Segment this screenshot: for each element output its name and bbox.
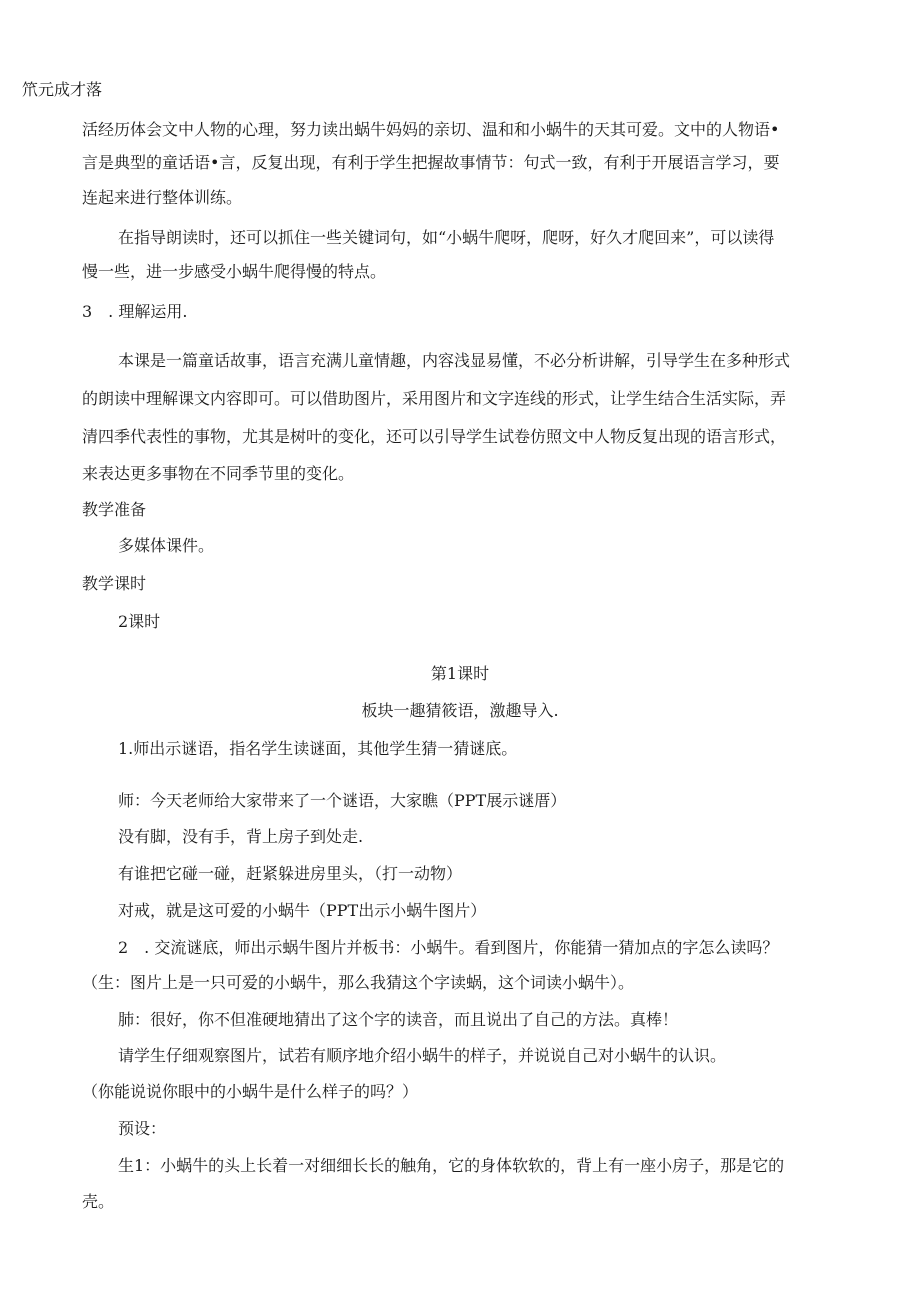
reading-paragraph-line: 连起来进行整体训练。: [82, 188, 243, 207]
step-2-line: （生：图片上是一只可爱的小蜗牛，那么我猜这个字读蜗，这个词读小蜗牛）。: [82, 973, 635, 992]
preparation-heading: 教学准备: [82, 500, 147, 519]
guiding-question: （你能说说你眼中的小蜗牛是什么样子的吗？）: [82, 1082, 419, 1101]
student-answer-line: 生1：小蜗牛的头上长着一对细细长长的触角，它的身体软软的，背上有一座小房子，那是它的: [118, 1156, 785, 1175]
section-heading-understand: 3 . 理解运用.: [82, 302, 188, 321]
reading-guidance-line: 在指导朗读时，还可以抓住一些关键词句，如“小蜗牛爬呀，爬呀，好久才爬回来”，可以读得: [118, 228, 775, 247]
teacher-praise: 肺：很好，你不但准硬地猜出了这个字的读音，而且说出了自己的方法。真棒！: [118, 1010, 679, 1029]
riddle-line: 有谁把它碰一碰，赶紧躲进房里头，（打一动物）: [118, 864, 463, 883]
understand-paragraph-line: 来表达更多事物在不同季节里的变化。: [82, 464, 355, 483]
step-1: 1.师出示谜语，指名学生读谜面，其他学生猜一猜谜底。: [118, 739, 518, 758]
teacher-dialogue: 师：今天老师给大家带来了一个谜语，大家瞧（PPT展示谜厝）: [118, 791, 567, 810]
period-heading: 教学课时: [82, 574, 147, 593]
reading-guidance-line: 慢一些，进一步感受小蜗牛爬得慢的特点。: [82, 262, 387, 281]
preparation-content: 多媒体课件。: [118, 536, 215, 555]
lesson-title: 第1课时: [430, 664, 490, 683]
page-header-title: 笊元成才落: [22, 80, 103, 99]
preset-label: 预设：: [118, 1119, 167, 1138]
riddle-answer: 对戒，就是这可爱的小蜗牛（PPT出示小蜗牛图片）: [118, 901, 487, 920]
reading-paragraph-line: 活经历体会文中人物的心理，努力读出蜗牛妈妈的亲切、温和和小蜗牛的天其可爱。文中的人物语•: [82, 120, 780, 139]
step-2-line: 2 . 交流谜底，师出示蜗牛图片并板书：小蜗牛。看到图片，你能猜一猜加点的字怎么读吗？: [118, 938, 779, 957]
block-title: 板块一趣猜筱语，激趣导入.: [361, 701, 559, 720]
understand-paragraph-line: 本课是一篇童话故事，语言充满儿童情趣，内容浅显易懂，不必分析讲解，引导学生在多种形式: [118, 351, 791, 370]
riddle-line: 没有脚，没有手，背上房子到处走.: [118, 827, 364, 846]
observe-instruction: 请学生仔细观察图片，试若有顺序地介绍小蜗牛的样子，并说说自己对小蜗牛的认识。: [118, 1046, 727, 1065]
reading-paragraph-line: 言是典型的童话语•言，反复出现，有利于学生把握故事情节：句式一致，有利于开展语言学习，要: [82, 153, 780, 172]
understand-paragraph-line: 清四季代表性的事物，尤其是树叶的变化，还可以引导学生试卷仿照文中人物反复出现的语言形式，: [82, 427, 787, 446]
period-content: 2课时: [118, 612, 161, 631]
student-answer-line: 壳。: [82, 1192, 115, 1211]
understand-paragraph-line: 的朗读中理解课文内容即可。可以借助图片，采用图片和文字连线的形式，让学生结合生活实际，弄: [82, 389, 787, 408]
